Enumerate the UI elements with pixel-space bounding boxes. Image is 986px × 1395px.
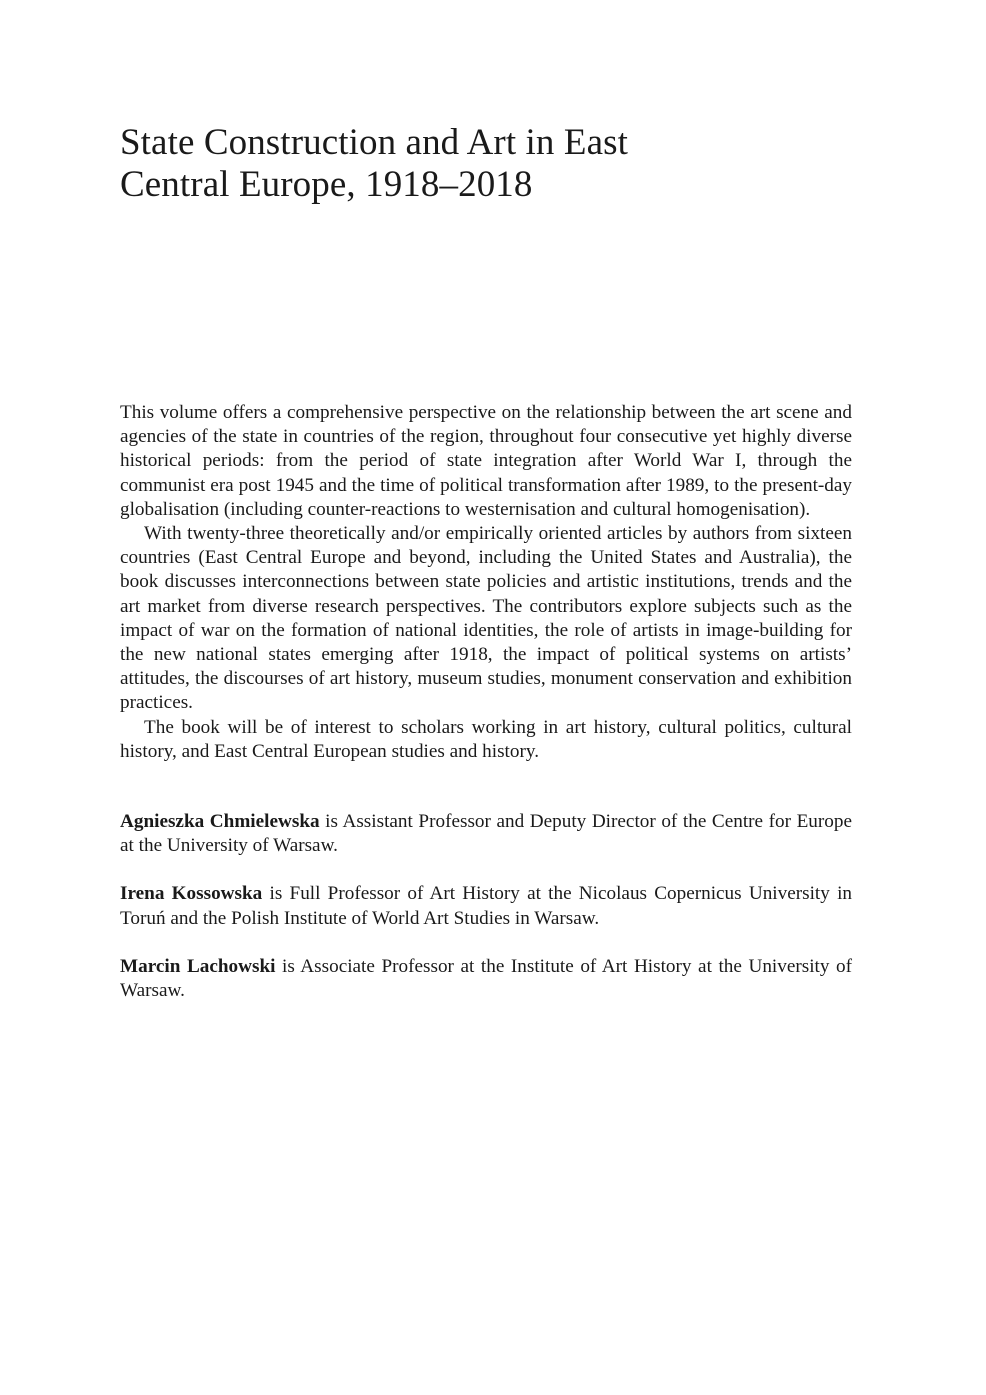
editor-bio — [120, 882, 852, 930]
book-title-line-2: Central Europe, 1918–2018 — [120, 164, 533, 205]
editor-bio — [120, 955, 852, 1003]
editor-name: Agnieszka Chmielewska — [120, 811, 320, 832]
editor-name: Marcin Lachowski — [120, 955, 276, 977]
editor-bios — [120, 810, 852, 1027]
book-description — [120, 401, 852, 764]
editor-bio — [120, 810, 852, 858]
editor-bio-text: is Assistant Professor and Deputy Director of the Centre for Europe at the University of Warsaw. — [120, 811, 852, 857]
description-paragraph: This volume offers a comprehensive perspective on the relationship between the art scene and agencies of the state in countries of the region, throughout four consecutive yet highly diverse historical periods: from the period of state integration after World War I, through the communist era post 1945 and the time of political transformation after 1989, to the present-day globalisation (including counter-reactions to westernisation and cultural homogenisation). — [120, 402, 852, 520]
description-paragraph: The book will be of interest to scholars working in art history, cultural politics, cultural history, and East Central European studies and history. — [120, 716, 852, 762]
description-paragraph: With twenty-three theoretically and/or empirically oriented articles by authors from sixteen countries (East Central Europe and beyond, including the United States and Australia), the book discusses interconnections between state policies and artistic institutions, trends and the art market from diverse research perspectives. The contributors explore subjects such as the impact of war on the formation of national identities, the role of artists in image-building for the new national states emerging after 1918, the impact of political systems on artists’ attitudes, the discourses of art history, museum studies, monument conservation and exhibition practices. — [120, 523, 852, 714]
editor-bio-text: is Full Professor of Art History at the Nicolaus Copernicus University in Toruń and the Polish Institute of World Art Studies in Warsaw. — [120, 883, 852, 929]
book-title — [120, 122, 860, 206]
book-title-line-1: State Construction and Art in East — [120, 122, 628, 163]
editor-bio-text: is Associate Professor at the Institute of Art History at the University of Warsaw. — [120, 955, 853, 1002]
editor-name: Irena Kossowska — [120, 883, 263, 905]
